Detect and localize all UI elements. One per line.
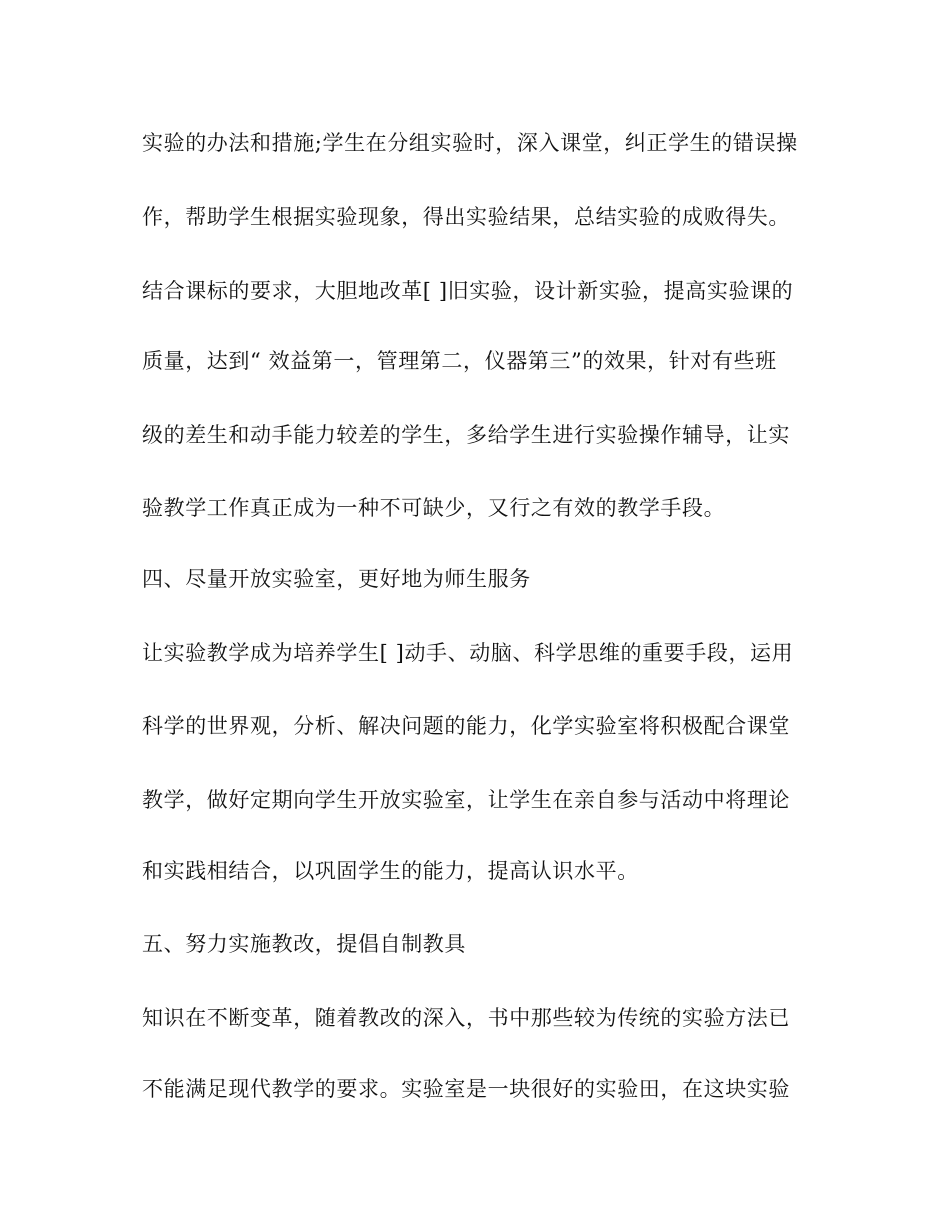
paragraph-line-4: 质量，达到“ 效益第一，管理第二，仪器第三”的效果，针对有些班 bbox=[142, 349, 777, 373]
paragraph-line-9: 教学，做好定期向学生开放实验室，让学生在亲自参与活动中将理论 bbox=[142, 788, 790, 812]
paragraph-line-5: 级的差生和动手能力较差的学生，多给学生进行实验操作辅导，让实 bbox=[142, 423, 790, 447]
paragraph-line-10: 和实践相结合，以巩固学生的能力，提高认识水平。 bbox=[142, 859, 639, 883]
paragraph-line-6: 验教学工作真正成为一种不可缺少，又行之有效的教学手段。 bbox=[142, 496, 726, 520]
paragraph-line-8: 科学的世界观，分析、解决问题的能力，化学实验室将积极配合课堂 bbox=[142, 714, 790, 738]
paragraph-line-12: 不能满足现代教学的要求。实验室是一块很好的实验田，在这块实验 bbox=[142, 1077, 790, 1101]
section-heading-4: 四、尽量开放实验室，更好地为师生服务 bbox=[142, 567, 531, 591]
paragraph-line-7: 让实验教学成为培养学生[ ]动手、动脑、科学思维的重要手段，运用 bbox=[142, 641, 794, 665]
paragraph-line-3: 结合课标的要求，大胆地改革[ ]旧实验，设计新实验，提高实验课的 bbox=[142, 279, 794, 303]
paragraph-line-11: 知识在不断变革，随着教改的深入，书中那些较为传统的实验方法已 bbox=[142, 1006, 790, 1030]
section-heading-5: 五、努力实施教改，提倡自制教具 bbox=[142, 932, 466, 956]
paragraph-line-2: 作，帮助学生根据实验现象，得出实验结果，总结实验的成败得失。 bbox=[142, 205, 790, 229]
paragraph-line-1: 实验的办法和措施;学生在分组实验时，深入课堂，纠正学生的错误操 bbox=[142, 131, 798, 155]
